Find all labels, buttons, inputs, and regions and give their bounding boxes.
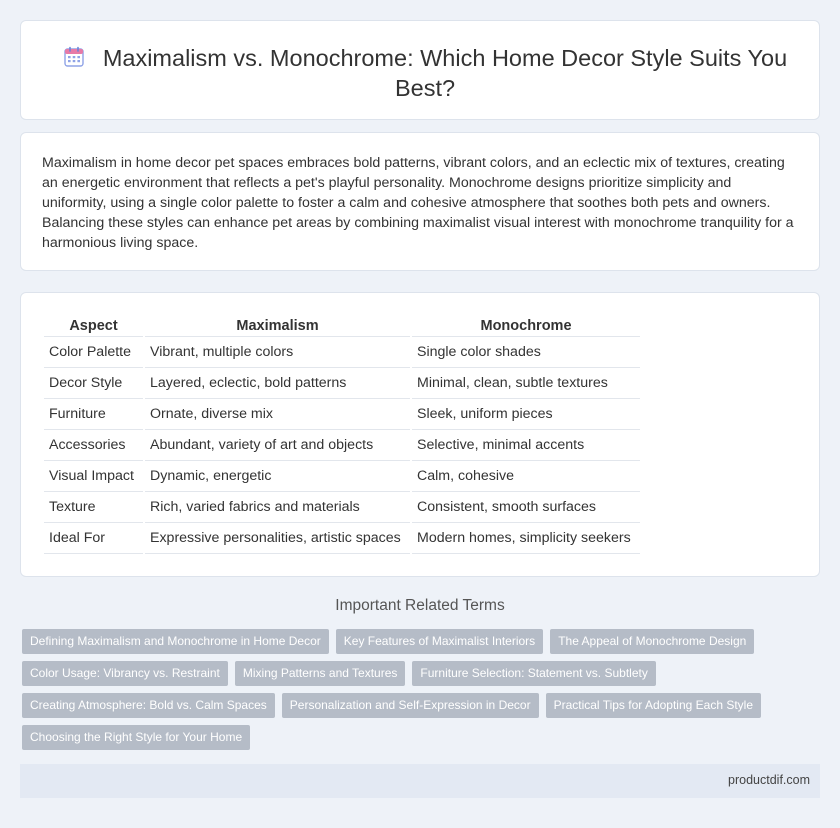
footer <box>20 764 820 798</box>
cell-aspect: Visual Impact <box>44 461 143 492</box>
related-term-tag[interactable]: Choosing the Right Style for Your Home <box>22 725 250 750</box>
cell-monochrome: Minimal, clean, subtle textures <box>412 368 640 399</box>
related-terms-title: Important Related Terms <box>335 597 505 614</box>
related-term-tag[interactable]: Color Usage: Vibrancy vs. Restraint <box>22 661 228 686</box>
related-term-tag[interactable]: Creating Atmosphere: Bold vs. Calm Spaces <box>22 693 275 718</box>
table-row <box>44 399 640 430</box>
cell-aspect: Texture <box>44 492 143 523</box>
cell-monochrome: Consistent, smooth surfaces <box>412 492 640 523</box>
cell-monochrome: Single color shades <box>412 337 640 368</box>
cell-monochrome: Calm, cohesive <box>412 461 640 492</box>
page-title: Maximalism vs. Monochrome: Which Home Decor Style Suits You Best? <box>102 45 788 101</box>
related-term-tag[interactable]: Defining Maximalism and Monochrome in Home Decor <box>22 629 329 654</box>
intro-card <box>20 132 820 271</box>
related-term-tag[interactable]: The Appeal of Monochrome Design <box>550 629 754 654</box>
related-term-tag[interactable]: Personalization and Self-Expression in Decor <box>282 693 539 718</box>
table-row <box>44 430 640 461</box>
cell-maximalism: Expressive personalities, artistic spaces <box>145 523 410 554</box>
header-maximalism: Maximalism <box>145 315 410 337</box>
comparison-table <box>42 315 642 554</box>
cell-maximalism: Rich, varied fabrics and materials <box>145 492 410 523</box>
related-term-tag[interactable]: Mixing Patterns and Textures <box>235 661 406 686</box>
cell-monochrome: Modern homes, simplicity seekers <box>412 523 640 554</box>
cell-aspect: Furniture <box>44 399 143 430</box>
header-card <box>20 20 820 120</box>
cell-maximalism: Dynamic, energetic <box>145 461 410 492</box>
related-terms-list <box>22 629 812 757</box>
cell-monochrome: Selective, minimal accents <box>412 430 640 461</box>
related-term-tag[interactable]: Key Features of Maximalist Interiors <box>336 629 543 654</box>
intro-paragraph: Maximalism in home decor pet spaces embraces bold patterns, vibrant colors, and an eclectic mix of textures, creating an energetic environment that reflects a pet's playful personality. Monochrome designs prioritize simplicity and uniformity, using a single color palette to foster a calm and cohesive atmosphere that soothes both pets and owners. Balancing these styles can enhance pet areas by combining maximalist visual interest with monochrome tranquility for a harmonious living space. <box>42 155 794 251</box>
table-header-row <box>44 315 640 337</box>
header-aspect: Aspect <box>44 315 143 337</box>
cell-maximalism: Layered, eclectic, bold patterns <box>145 368 410 399</box>
related-term-tag[interactable]: Furniture Selection: Statement vs. Subtlety <box>412 661 655 686</box>
table-row <box>44 461 640 492</box>
table-row <box>44 523 640 554</box>
page-title-wrapper <box>51 43 799 103</box>
cell-aspect: Color Palette <box>44 337 143 368</box>
cell-maximalism: Vibrant, multiple colors <box>145 337 410 368</box>
header <box>51 43 799 103</box>
header-monochrome: Monochrome <box>412 315 640 337</box>
table-row <box>44 492 640 523</box>
table-row <box>44 368 640 399</box>
cell-aspect: Accessories <box>44 430 143 461</box>
table-row <box>44 337 640 368</box>
cell-maximalism: Ornate, diverse mix <box>145 399 410 430</box>
comparison-card <box>20 292 820 577</box>
calendar-icon <box>63 46 85 68</box>
footer-site-link[interactable]: productdif.com <box>728 773 810 787</box>
cell-maximalism: Abundant, variety of art and objects <box>145 430 410 461</box>
cell-aspect: Ideal For <box>44 523 143 554</box>
cell-monochrome: Sleek, uniform pieces <box>412 399 640 430</box>
related-term-tag[interactable]: Practical Tips for Adopting Each Style <box>546 693 761 718</box>
cell-aspect: Decor Style <box>44 368 143 399</box>
